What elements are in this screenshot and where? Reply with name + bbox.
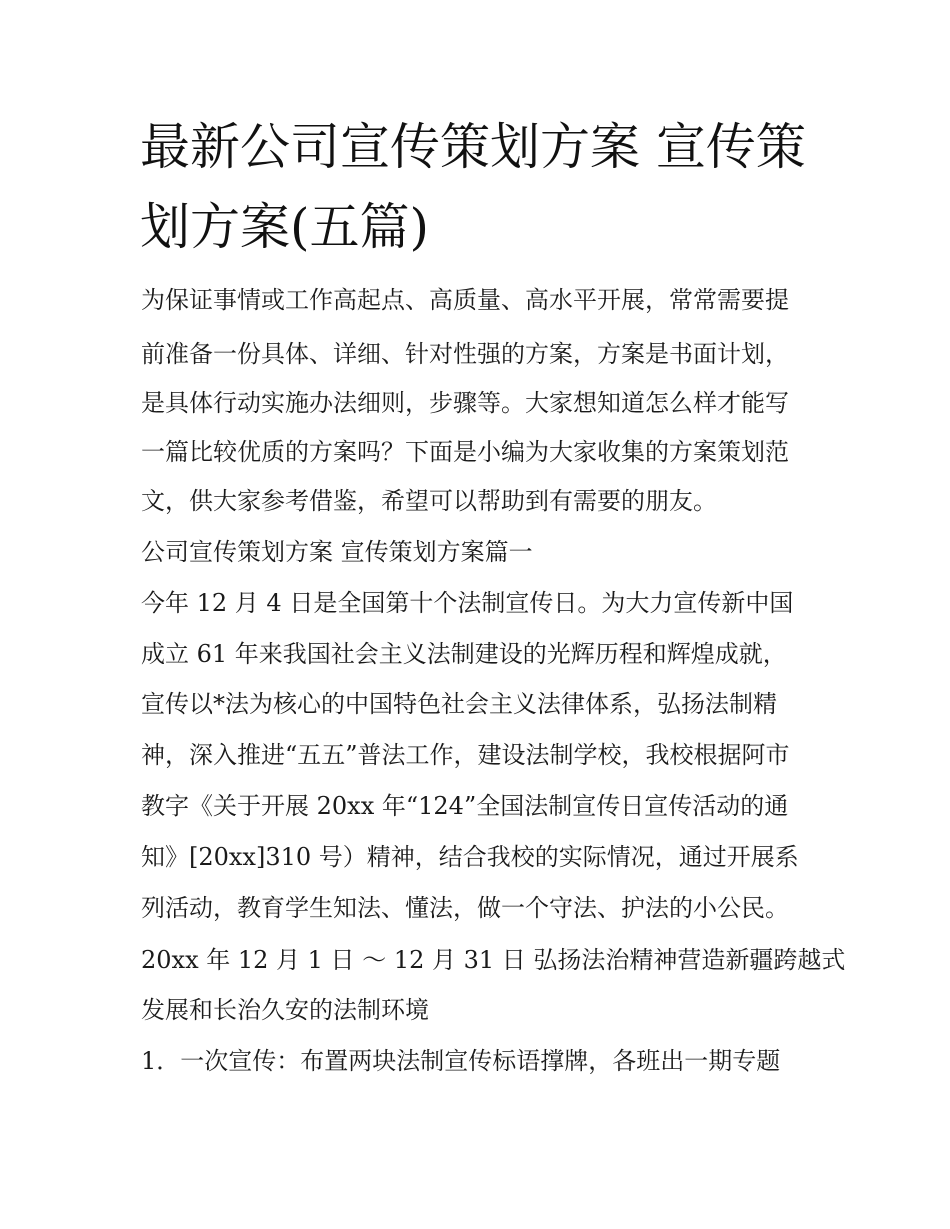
list-item-line: 1．一次宣传：布置两块法制宣传标语撑牌，各班出一期专题 — [141, 1047, 781, 1075]
body-paragraph-line: 列活动，教育学生知法、懂法，做一个守法、护法的小公民。 — [141, 894, 789, 922]
intro-paragraph-line: 前准备一份具体、详细、针对性强的方案，方案是书面计划， — [141, 340, 789, 368]
body-paragraph-line: 教字《关于开展 20xx 年“124”全国法制宣传日宣传活动的通 — [141, 792, 789, 820]
body-paragraph-line: 今年 12 月 4 日是全国第十个法制宣传日。为大力宣传新中国 — [141, 589, 794, 617]
intro-paragraph-line: 是具体行动实施办法细则，步骤等。大家想知道怎么样才能写 — [141, 389, 789, 417]
body-paragraph-line: 宣传以*法为核心的中国特色社会主义法律体系，弘扬法制精 — [141, 690, 777, 718]
document-title-line-2: 划方案(五篇) — [140, 198, 430, 256]
body-paragraph-line: 知》[20xx]310 号）精神，结合我校的实际情况，通过开展系 — [141, 843, 799, 871]
intro-paragraph-line: 为保证事情或工作高起点、高质量、高水平开展，常常需要提 — [141, 286, 789, 314]
body-paragraph-line: 20xx 年 12 月 1 日 ～ 12 月 31 日 弘扬法治精神营造新疆跨越式 — [141, 946, 846, 974]
document-title-line-1: 最新公司宣传策划方案 宣传策 — [140, 118, 806, 176]
intro-paragraph-line: 一篇比较优质的方案吗？下面是小编为大家收集的方案策划范 — [141, 438, 789, 466]
body-paragraph-line: 神，深入推进“五五”普法工作，建设法制学校，我校根据阿市 — [141, 741, 790, 769]
section-heading: 公司宣传策划方案 宣传策划方案篇一 — [141, 538, 533, 566]
body-paragraph-line: 发展和长治久安的法制环境 — [141, 996, 429, 1024]
body-paragraph-line: 成立 61 年来我国社会主义法制建设的光辉历程和辉煌成就， — [141, 640, 787, 668]
intro-paragraph-line: 文，供大家参考借鉴，希望可以帮助到有需要的朋友。 — [141, 487, 717, 515]
